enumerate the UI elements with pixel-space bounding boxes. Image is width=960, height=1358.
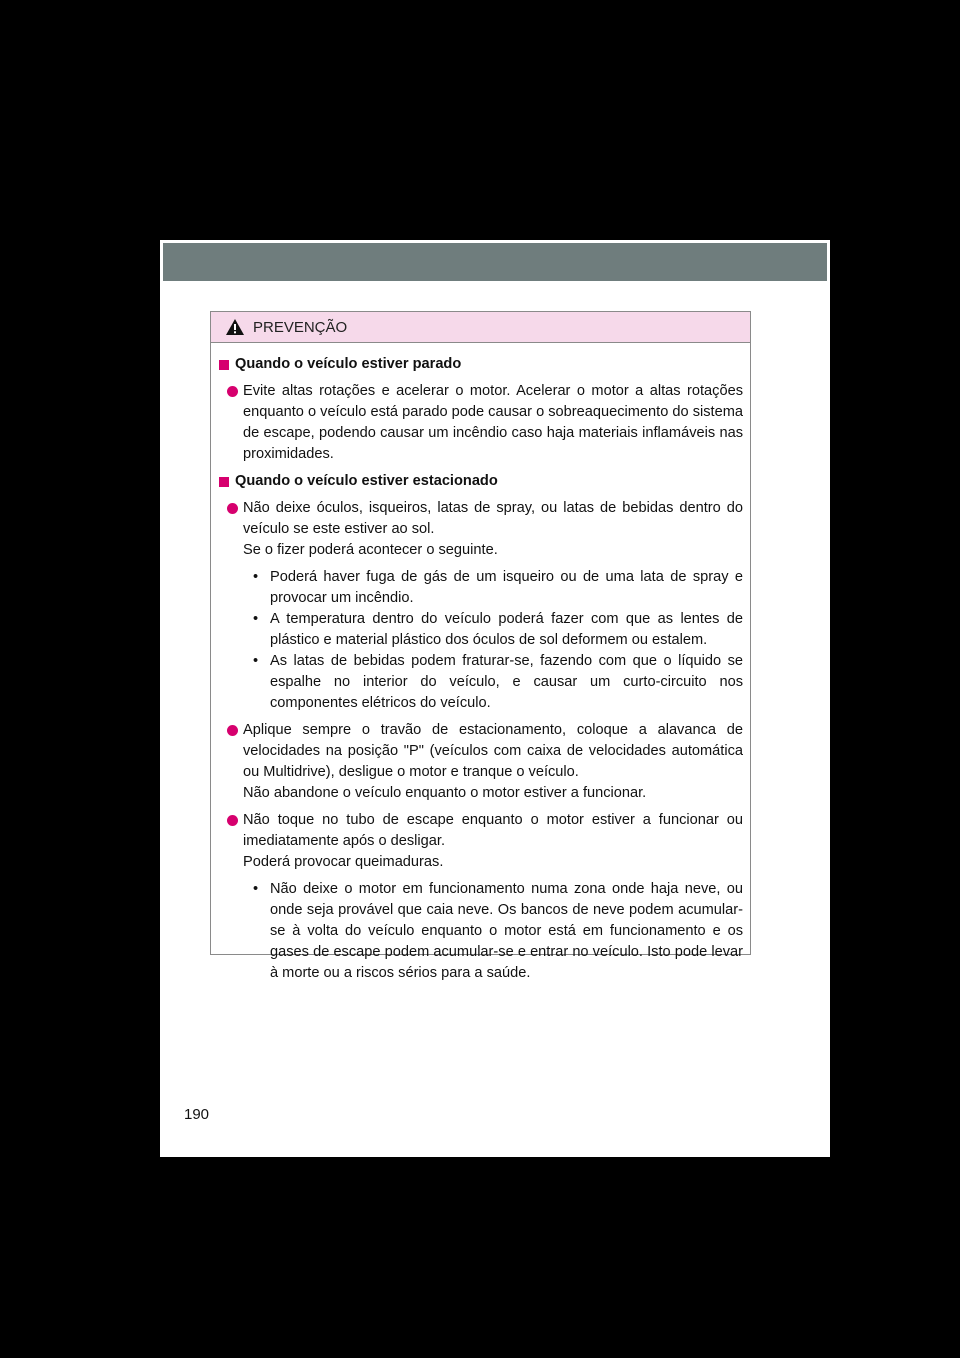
manual-page: [160, 240, 830, 1157]
list-item: Não deixe óculos, isqueiros, latas de spray, ou latas de bebidas dentro do veículo se este estiver ao sol. Se o fizer poderá acontecer o seguinte. • Poderá haver fuga de gás de um isqueiro ou de uma lata de spray e provocar um incêndio. • A temperatura dentro do veículo poderá fazer com que as lentes de plástico e material plástico dos óculos de sol deformem ou estalem. • As latas de bebidas podem fraturar-se, fazendo com que o líquido se espalhe no interior do veículo, e causar um curto-circuito nos componentes elétricos do veículo.: [219, 498, 743, 714]
sub-bullet: • Poderá haver fuga de gás de um isqueiro ou de uma lata de spray e provocar um incêndio.: [253, 569, 743, 606]
square-bullet-icon: [219, 477, 229, 487]
sub-bullet: • Não deixe o motor em funcionamento numa zona onde haja neve, ou onde seja provável que caia neve. Os bancos de neve podem acumular-se à volta do veículo enquanto o motor está em funcionamento e os gases de escape podem acumular-se e entrar no veículo. Isto pode levar à morte ou a riscos sérios para a saúde.: [253, 881, 743, 981]
dot-bullet-icon: •: [253, 611, 259, 627]
circle-bullet-icon: [227, 815, 238, 826]
warning-body: [211, 343, 750, 984]
list-item: Aplique sempre o travão de estacionamento, coloque a alavanca de velocidades na posição "P" (veículos com caixa de velocidades automática ou Multidrive), desligue o motor e tranque o veículo. Não abandone o veículo enquanto o motor estiver a funcionar.: [219, 720, 743, 804]
sub-bullet: • As latas de bebidas podem fraturar-se, fazendo com que o líquido se espalhe no interior do veículo, e causar um curto-circuito nos componentes elétricos do veículo.: [253, 653, 743, 711]
page-number: 190: [184, 1106, 210, 1123]
warning-title: PREVENÇÃO: [253, 318, 348, 336]
warning-header: [211, 312, 750, 343]
section-heading: Quando o veículo estiver estacionado: [219, 471, 743, 492]
section-heading: Quando o veículo estiver parado: [219, 354, 743, 375]
list-item: Não toque no tubo de escape enquanto o motor estiver a funcionar ou imediatamente após o desligar. Poderá provocar queimaduras. • Não deixe o motor em funcionamento numa zona onde haja neve, ou onde seja provável que caia neve. Os bancos de neve podem acumular-se à volta do veículo enquanto o motor está em funcionamento e os gases de escape podem acumular-se e entrar no veículo. Isto pode levar à morte ou a riscos sérios para a saúde.: [219, 810, 743, 984]
circle-bullet-icon: [227, 725, 238, 736]
square-bullet-icon: [219, 360, 229, 370]
warning-triangle-icon: [225, 318, 245, 336]
dot-bullet-icon: •: [253, 569, 259, 585]
list-item: Evite altas rotações e acelerar o motor. Acelerar o motor a altas rotações enquanto o veículo está parado pode causar o sobreaquecimento do sistema de escape, podendo causar um incêndio caso haja materiais inflamáveis nas proximidades.: [219, 381, 743, 465]
warning-box: [210, 311, 751, 981]
sub-bullet: • A temperatura dentro do veículo poderá fazer com que as lentes de plástico e material plástico dos óculos de sol deformem ou estalem.: [253, 611, 743, 648]
circle-bullet-icon: [227, 386, 238, 397]
dot-bullet-icon: •: [253, 653, 259, 669]
dot-bullet-icon: •: [253, 881, 259, 897]
circle-bullet-icon: [227, 503, 238, 514]
header-band: [163, 243, 827, 281]
